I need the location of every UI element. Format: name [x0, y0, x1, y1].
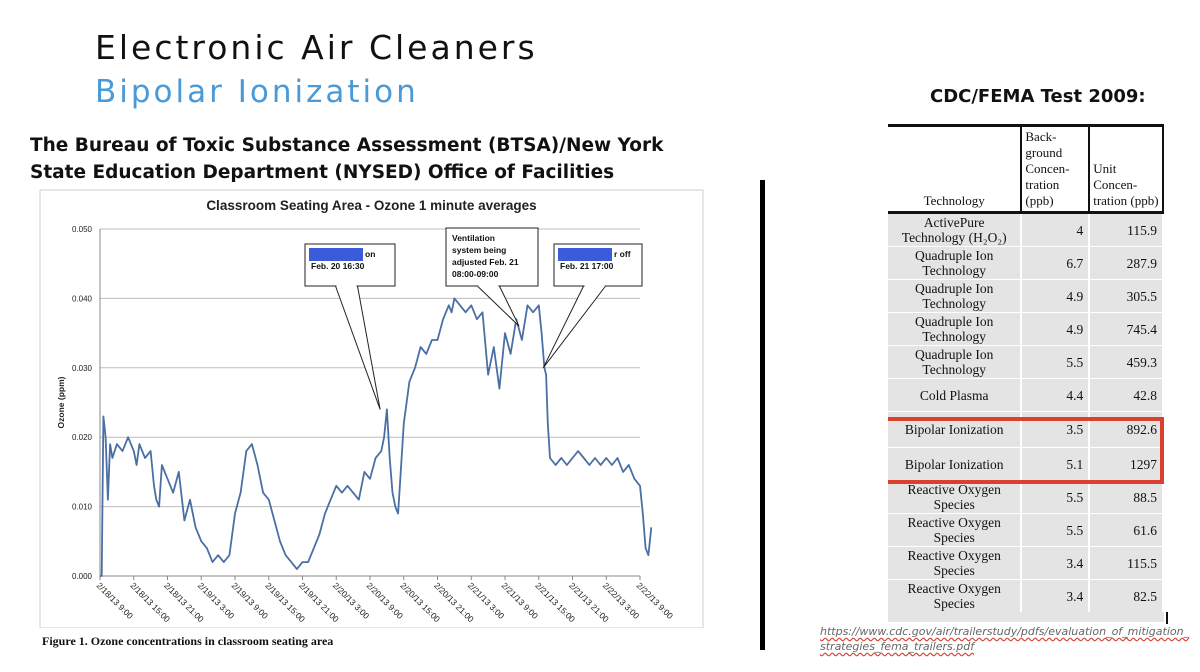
- table-edge-tick: [1166, 612, 1168, 624]
- cell-unit: 61.6: [1089, 514, 1163, 547]
- cell-technology: Cold Plasma: [888, 379, 1021, 412]
- x-tick-label: 2/19/13 21:00: [297, 580, 341, 625]
- cell-technology: Reactive Oxygen Species: [888, 580, 1021, 613]
- cell-technology: Quadruple Ion Technology: [888, 313, 1021, 346]
- callout-text: Ventilation: [452, 233, 495, 243]
- cell-unit: 1297: [1089, 448, 1163, 481]
- vertical-divider: [760, 180, 765, 650]
- cell-background: 5.5: [1021, 346, 1089, 379]
- y-tick-label: 0.000: [71, 572, 92, 581]
- cell-background: 3.5: [1021, 412, 1089, 448]
- callout-text: Feb. 20 16:30: [311, 261, 365, 271]
- cell-background: 4.9: [1021, 313, 1089, 346]
- y-tick-label: 0.040: [71, 294, 92, 304]
- cell-background: 4: [1021, 213, 1089, 247]
- col-header-background: Back-ground Concen-tration (ppb): [1021, 126, 1089, 213]
- x-tick-label: 2/21/13 21:00: [567, 580, 611, 625]
- x-tick-label: 2/22/13 9:00: [634, 580, 676, 621]
- cell-background: 3.4: [1021, 580, 1089, 613]
- cell-unit: 305.5: [1089, 280, 1163, 313]
- callout-text: Feb. 21 17:00: [560, 261, 614, 271]
- cell-technology: Bipolar Ionization: [888, 412, 1021, 448]
- y-tick-label: 0.010: [71, 502, 92, 512]
- cell-unit: 88.5: [1089, 481, 1163, 514]
- x-tick-label: 2/20/13 15:00: [398, 580, 443, 625]
- col-header-technology: Technology: [888, 126, 1021, 213]
- x-tick-label: 2/22/13 3:00: [600, 580, 642, 621]
- cell-background: 3.4: [1021, 547, 1089, 580]
- cell-technology: Reactive Oxygen Species: [888, 481, 1021, 514]
- redaction-block: [309, 248, 363, 261]
- slide-title: Electronic Air Cleaners: [95, 28, 538, 67]
- cell-background: 4.9: [1021, 280, 1089, 313]
- table-heading: CDC/FEMA Test 2009:: [930, 86, 1146, 107]
- table-panel: [888, 124, 1164, 622]
- cell-unit: 892.6: [1089, 412, 1163, 448]
- callout-pointer: [336, 286, 381, 409]
- col-header-unit: Unit Concen-tration (ppb): [1089, 126, 1163, 213]
- x-tick-label: 2/19/13 15:00: [263, 580, 308, 625]
- cell-technology: Reactive Oxygen Species: [888, 514, 1021, 547]
- table-row: [888, 280, 1163, 313]
- x-tick-label: 2/20/13 9:00: [364, 580, 406, 621]
- cell-technology: Quadruple Ion Technology: [888, 247, 1021, 280]
- table-row: [888, 481, 1163, 514]
- cell-unit: 459.3: [1089, 346, 1163, 379]
- redaction-block: [558, 248, 612, 261]
- bipolar-highlight-box: [888, 417, 1164, 484]
- table-row: [888, 580, 1163, 613]
- source-url: https://www.cdc.gov/air/trailerstudy/pdfs/evaluation_of_mitigation_strategies_fema_trailers.pdf: [820, 625, 1190, 653]
- callout-text: adjusted Feb. 21: [452, 257, 519, 267]
- cell-background: 5.5: [1021, 481, 1089, 514]
- y-tick-label: 0.020: [71, 433, 92, 443]
- chart-title: Classroom Seating Area - Ozone 1 minute averages: [206, 198, 537, 213]
- cell-technology: ActivePure Technology (H₂O₂): [888, 213, 1021, 247]
- ozone-figure: [30, 188, 713, 653]
- cell-background: 6.7: [1021, 247, 1089, 280]
- cell-background: 4.4: [1021, 379, 1089, 412]
- x-tick-label: 2/20/13 21:00: [432, 580, 476, 625]
- cell-unit: 745.4: [1089, 313, 1163, 346]
- figure-caption: Figure 1. Ozone concentrations in classroom seating area: [42, 634, 334, 648]
- cell-unit: 82.5: [1089, 580, 1163, 613]
- x-tick-label: 2/21/13 9:00: [499, 580, 541, 621]
- source-heading: The Bureau of Toxic Substance Assessment (BTSA)/New York State Education Department (NYSED) Office of Facilities: [30, 135, 664, 183]
- ozone-line-chart: [30, 188, 713, 628]
- table-row: [888, 346, 1163, 379]
- callout-text: 08:00-09:00: [452, 269, 499, 279]
- table-header-row: [888, 126, 1163, 213]
- cell-technology: Quadruple Ion Technology: [888, 346, 1021, 379]
- x-tick-label: 2/21/13 3:00: [465, 580, 507, 621]
- x-tick-label: 2/18/13 21:00: [162, 580, 206, 625]
- table-row: [888, 514, 1163, 547]
- y-tick-label: 0.030: [71, 363, 92, 373]
- cell-unit: 115.9: [1089, 213, 1163, 247]
- cell-technology: Quadruple Ion Technology: [888, 280, 1021, 313]
- x-tick-label: 2/19/13 9:00: [229, 580, 271, 621]
- cell-unit: 42.8: [1089, 379, 1163, 412]
- table-row: [888, 379, 1163, 412]
- table-row: [888, 247, 1163, 280]
- x-tick-label: 2/19/13 3:00: [195, 580, 237, 621]
- cell-background: 5.1: [1021, 448, 1089, 481]
- table-row: [888, 313, 1163, 346]
- x-tick-label: 2/18/13 9:00: [94, 580, 136, 621]
- y-tick-label: 0.050: [71, 225, 92, 234]
- x-tick-label: 2/20/13 3:00: [330, 580, 372, 621]
- table-row: [888, 213, 1163, 247]
- emissions-table: [888, 124, 1164, 612]
- cell-technology: Bipolar Ionization: [888, 448, 1021, 481]
- x-tick-label: 2/21/13 15:00: [533, 580, 578, 625]
- table-row: [888, 547, 1163, 580]
- x-tick-label: 2/18/13 15:00: [128, 580, 173, 625]
- callout-text: on: [365, 249, 376, 259]
- slide-subtitle: Bipolar Ionization: [95, 74, 419, 110]
- cell-unit: 287.9: [1089, 247, 1163, 280]
- cell-background: 5.5: [1021, 514, 1089, 547]
- y-axis-label: Ozone (ppm): [56, 376, 66, 429]
- cell-unit: 115.5: [1089, 547, 1163, 580]
- table-body: [888, 213, 1163, 613]
- callout-text: system being: [452, 245, 507, 255]
- callout-text: r off: [614, 249, 631, 259]
- cell-technology: Reactive Oxygen Species: [888, 547, 1021, 580]
